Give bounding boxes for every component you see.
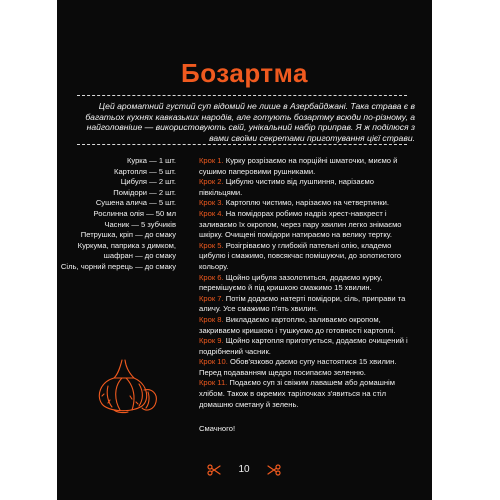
ingredient-item: Часник — 5 зубчиків — [104, 219, 176, 229]
step-item — [199, 315, 419, 336]
ingredient-item: Рослинна олія — 50 мл — [93, 208, 176, 218]
bottom-divider — [77, 144, 407, 145]
page-title: Бозартма — [181, 58, 308, 88]
ingredient-item: Помідори — 2 шт. — [113, 187, 176, 197]
ingredient-item: Цибуля — 2 шт. — [120, 177, 176, 187]
garlic-icon — [92, 356, 162, 414]
ingredient-item: Картопля — 5 шт. — [114, 166, 176, 176]
top-divider — [77, 95, 407, 96]
step-item — [199, 177, 419, 198]
ingredient-item: Петрушка, кріп — до смаку — [80, 230, 176, 240]
page-number: 10 — [238, 464, 250, 475]
step-item — [199, 156, 419, 177]
step-label: Крок 10. — [199, 357, 228, 367]
ingredients-list — [57, 156, 176, 273]
step-text: Картоплю чистимо, нарізаємо на четвертинки. — [225, 198, 390, 208]
step-item — [199, 336, 419, 357]
scissors-icon — [267, 464, 281, 476]
step-item — [199, 273, 419, 294]
recipe-page — [57, 0, 432, 500]
step-item — [199, 294, 419, 315]
step-item — [199, 209, 419, 241]
step-text: Щойно цибуля зазолотиться, додаємо курку, перемішуємо й під кришкою смажимо 15 хвилин. — [199, 272, 383, 293]
ingredient-item: Курка — 1 шт. — [126, 156, 176, 165]
step-label: Крок 7. — [199, 293, 224, 303]
step-label: Крок 2. — [199, 177, 224, 187]
step-text: Щойно картопля приготується, додаємо очищений і подрібнений часник. — [199, 336, 408, 356]
step-text: На помідорах робимо надріз хрест-навхрест і заливаємо їх окропом, через пару хвилин легко знімаємо шкірку. Очищені помідори натираємо на велику тертку. — [199, 208, 402, 240]
step-item — [199, 241, 419, 273]
step-label: Крок 9. — [199, 336, 224, 346]
step-item — [199, 198, 419, 209]
step-text: Розігріваємо у глибокій пательні олію, кладемо цибулю і смажимо, повсякчас помішуючи, до золотистого кольору. — [199, 240, 402, 271]
step-item — [199, 378, 419, 410]
step-item — [199, 357, 419, 378]
step-text: Потім додаємо натерті помідори, сіль, приправи та аличу. Усе смажимо п'ять хвилин. — [199, 293, 406, 314]
step-label: Крок 4. — [199, 208, 224, 218]
ingredient-item: Куркума, паприка з димком, — [77, 240, 176, 250]
step-text: Цибулю чистимо від лушпиння, нарізаємо півкільцями. — [199, 177, 374, 197]
step-label: Крок 8. — [199, 314, 224, 324]
step-label: Крок 5. — [199, 240, 224, 250]
step-text: Подаємо суп зі свіжим лавашем або домашнім хлібом. Також в окремих тарілочках з'явиться на стіл домашню сметану й зелень. — [199, 378, 395, 409]
ingredient-item: Сушена алича — 5 шт. — [95, 198, 176, 208]
step-label: Крок 3. — [199, 198, 224, 208]
steps-list — [199, 156, 419, 442]
step-label: Крок 11. — [199, 378, 228, 388]
step-text: Викладаємо картоплю, заливаємо окропом, закриваємо кришкою і тушкуємо до готовності картоплі. — [199, 314, 396, 335]
step-label: Крок 6. — [199, 272, 224, 282]
closing-text: Смачного! — [199, 424, 236, 434]
intro-paragraph: Цей ароматний густий суп відомий не лише в Азербайджані. Така страва є в багатьох кухнях кавказьких народів, але готують бозартму всюди по-різному, а найголовніше — використовують свій, унікальний набір приправ. Я ж поділюся з вами своїми секретами приготування цієї страви. — [85, 101, 415, 143]
step-text: Курку розрізаємо на порційні шматочки, миємо й сушимо паперовими рушниками. — [199, 156, 398, 176]
ingredient-item: Сіль, чорний перець — до смаку — [60, 261, 176, 271]
step-text: Обов'язково даємо супу настоятися 15 хвилин. Перед подаванням щедро посипаємо зеленню. — [199, 357, 397, 377]
step-label: Крок 1. — [199, 156, 224, 165]
ingredient-item: шафран — до смаку — [103, 251, 176, 261]
